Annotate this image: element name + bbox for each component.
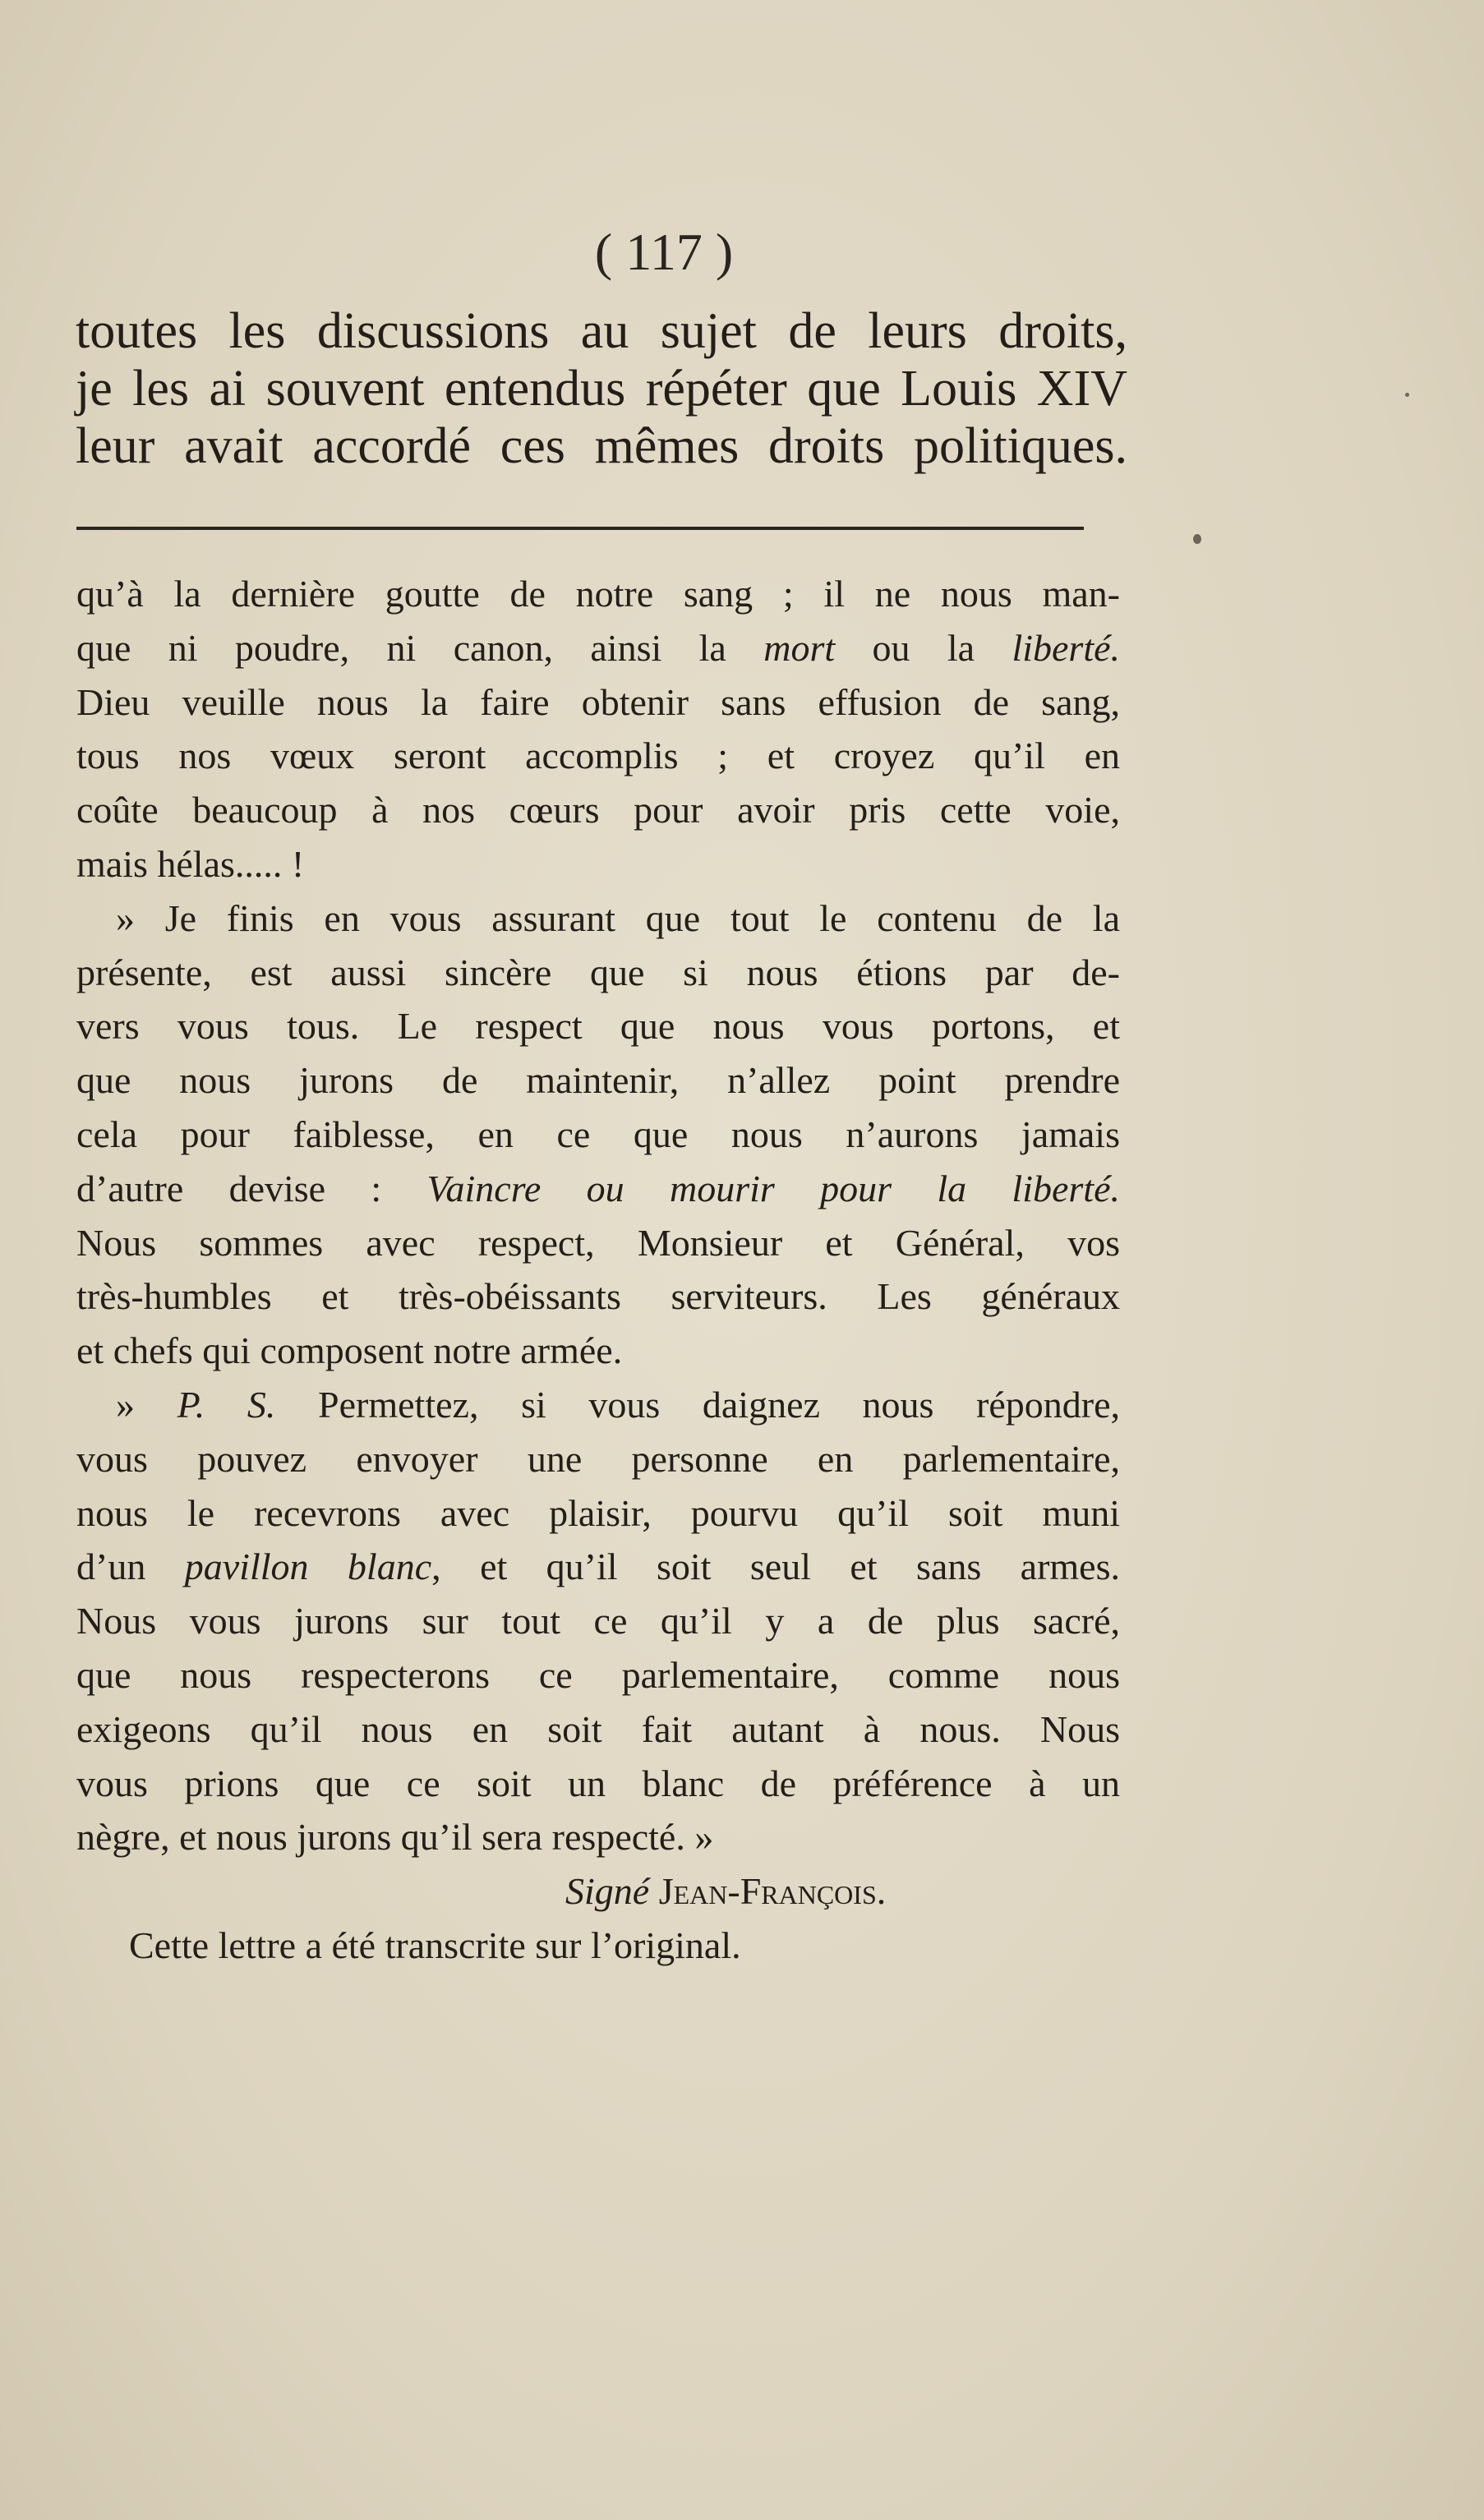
letter-line: » Je finis en vous assurant que tout le contenu de la [116,896,1120,939]
signature-name: Jean-François. [658,1870,887,1913]
letter-line: Nous vous jurons sur tout ce qu’il y a de plus sacré, [76,1600,1120,1642]
letter-line: qu’à la dernière goutte de notre sang ; il ne nous man- [76,573,1120,615]
letter-line: que nous jurons de maintenir, n’allez point prendre [76,1059,1120,1102]
letter-line: coûte beaucoup à nos cœurs pour avoir pris cette voie, [76,789,1120,832]
letter-line: vous pouvez envoyer une personne en parlementaire, [76,1437,1120,1480]
letter-line: très-humbles et très-obéissants serviteurs. Les généraux [76,1275,1120,1318]
letter-line: et chefs qui composent notre armée. [76,1329,623,1372]
ink-speck [1405,393,1409,397]
signature [76,1864,1120,1919]
top-line-2: je les ai souvent entendus répéter que Louis XIV [76,361,1127,417]
ink-speck [1193,534,1201,544]
letter-line: vous prions que ce soit un blanc de préférence à un [76,1762,1120,1804]
italic-pavillon: pavillon blanc [184,1546,432,1588]
letter-line: Dieu veuille nous la faire obtenir sans effusion de sang, [76,680,1120,723]
letter-text [76,567,1120,1973]
top-line-3: leur avait accordé ces mêmes droits politiques. [76,418,1127,474]
top-passage [76,302,1127,475]
letter-line: Nous sommes avec respect, Monsieur et Général, vos [76,1221,1120,1264]
section-divider [76,527,1084,530]
letter-line: nègre, et nous jurons qu’il sera respecté. » [76,1816,714,1859]
letter-line: que nous respecterons ce parlementaire, comme nous [76,1653,1120,1696]
top-line-1: toutes les discussions au sujet de leurs droits, [76,303,1127,359]
letter-line: » P. S. Permettez, si vous daignez nous répondre, [116,1383,1121,1426]
signature-label: Signé [565,1870,650,1913]
italic-devise: Vaincre ou mourir pour la liberté. [426,1167,1120,1209]
letter-line: que ni poudre, ni canon, ainsi la mort ou la liberté. [76,626,1121,669]
letter-line: vers vous tous. Le respect que nous vous portons, et [76,1005,1120,1048]
italic-ps: P. S. [177,1383,276,1426]
letter-line: d’autre devise : Vaincre ou mourir pour la liberté. [76,1167,1120,1209]
page-header [0,222,1484,283]
letter-line: tous nos vœux seront accomplis ; et croyez qu’il en [76,735,1120,777]
letter-line: mais hélas..... ! [76,842,305,885]
closing-note: Cette lettre a été transcrite sur l’original. [129,1923,741,1966]
italic-mort: mort [763,626,836,669]
italic-liberte: liberté. [1012,626,1121,669]
letter-line: nous le recevrons avec plaisir, pourvu qu’il soit muni [76,1491,1120,1534]
letter-line: présente, est aussi sincère que si nous étions par de- [76,951,1120,993]
letter-line: exigeons qu’il nous en soit fait autant à nous. Nous [76,1707,1120,1750]
page-number: ( 117 ) [594,223,734,281]
letter-line: cela pour faiblesse, en ce que nous n’aurons jamais [76,1113,1120,1155]
letter-line: d’un pavillon blanc, et qu’il soit seul et sans armes. [76,1546,1120,1588]
